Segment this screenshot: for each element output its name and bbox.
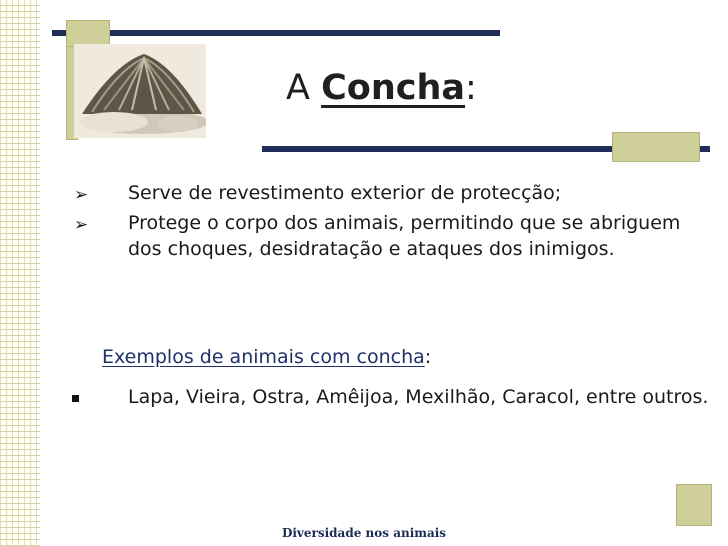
examples-list-item [70,384,728,410]
arrow-bullet-icon: ➢ [74,215,89,235]
title-emphasis: Concha [321,68,466,108]
arrow-bullet-icon: ➢ [74,185,89,205]
bullet-text: Protege o corpo dos animais, permitindo que se abriguem dos choques, desidratação e ataques dos inimigos. [128,212,681,260]
bullet-list [70,180,710,262]
bullet-text: Serve de revestimento exterior de protecção; [128,182,562,204]
bullet-item [70,180,710,206]
title-suffix: : [465,68,477,108]
title-prefix: A [286,68,310,108]
top-decorative-bar [52,30,500,36]
slide-title [286,68,477,108]
examples-list-text: Lapa, Vieira, Ostra, Amêijoa, Mexilhão, Caracol, entre outros. [128,386,709,408]
square-bullet-icon [72,395,79,402]
examples-heading [102,346,431,368]
decorative-square-right [612,132,700,162]
bullet-item [70,210,710,262]
examples-link[interactable]: Exemplos de animais com concha [102,346,425,368]
examples-colon: : [424,346,432,368]
decorative-square-bottomright [676,484,712,526]
slide-footer: Diversidade nos animais [281,526,447,540]
shell-image [74,44,206,138]
left-decorative-strip [0,0,40,546]
